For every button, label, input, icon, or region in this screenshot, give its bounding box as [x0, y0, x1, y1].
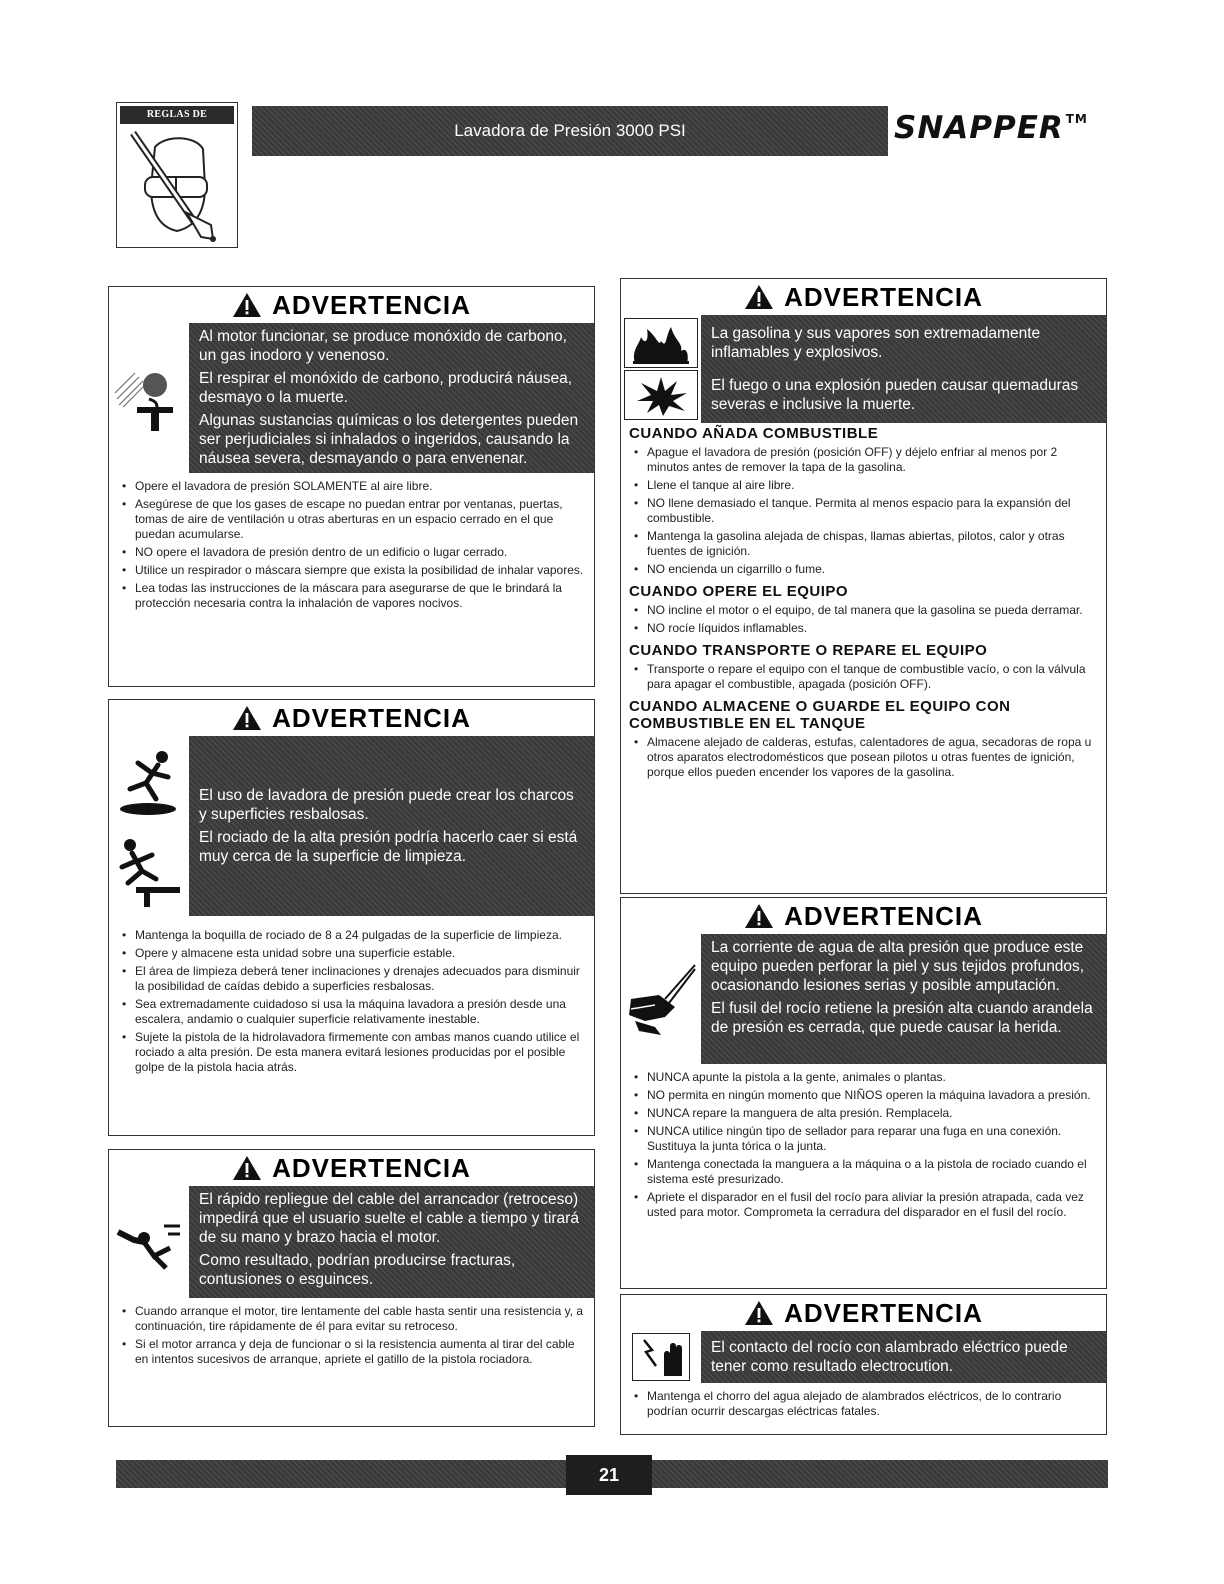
warning-triangle-icon [744, 1300, 774, 1326]
warning-panel-high-pressure-injection [620, 897, 1107, 1289]
list-item: • NUNCA repare la manguera de alta presión. Remplacela. [631, 1106, 1098, 1121]
safety-list [109, 1298, 594, 1374]
warning-panel-electric-shock [620, 1294, 1107, 1435]
document-title: Lavadora de Presión 3000 PSI [454, 121, 686, 140]
list-item: • Cuando arranque el motor, tire lentamente del cable hasta sentir una resistencia y, a continuación, tire rápidamente de él para evitar su retroceso. [119, 1304, 586, 1334]
list-item: • NO rocíe líquidos inflamables. [631, 621, 1098, 636]
list-item: • Mantenga la gasolina alejada de chispas, llamas abiertas, pilotos, calor y otras fuentes de ignición. [631, 529, 1098, 559]
fire-icon [629, 321, 693, 365]
list-item: • Si el motor arranca y deja de funcionar o si la resistencia aumenta al tirar del cable en intentos sucesivos de arranque, apriete el gatillo de la pistola rociadora. [119, 1337, 586, 1367]
toxic-fumes-icon [113, 363, 185, 433]
section-heading: CUANDO AÑADA COMBUSTIBLE [629, 425, 879, 442]
list-item: • Mantenga la boquilla de rociado de 8 a 24 pulgadas de la superficie de limpieza. [119, 928, 586, 943]
heading-text: ADVERTENCIA [784, 900, 983, 931]
safety-list [109, 922, 594, 1082]
list-item: • Utilice un respirador o máscara siempre que exista la posibilidad de inhalar vapores. [119, 563, 586, 578]
warning-messages [701, 315, 1106, 423]
warning-triangle-icon [744, 903, 774, 929]
warning-triangle-icon [232, 705, 262, 731]
heading-text: ADVERTENCIA [272, 289, 471, 320]
safety-list [621, 732, 1106, 784]
list-item: • NO encienda un cigarrillo o fume. [631, 562, 1098, 577]
badge-label: REGLAS DE SEGURIDAD [120, 106, 234, 124]
safety-list [621, 1383, 1106, 1426]
warning-panel-starter-recoil [108, 1149, 595, 1427]
heading-text: ADVERTENCIA [784, 281, 983, 312]
warning-band [621, 1331, 1106, 1383]
safety-list [109, 473, 594, 618]
list-item: • Apague el lavadora de presión (posición OFF) y déjelo enfriar al menos por 2 minutos antes de remover la tapa de la gasolina. [631, 445, 1098, 475]
warning-band [621, 315, 1106, 423]
panel-heading [621, 898, 1106, 934]
trademark: TM [1065, 112, 1088, 126]
warning-panel-slippery-surfaces [108, 699, 595, 1136]
warning-messages [189, 323, 594, 473]
warning-text: El respirar el monóxido de carbono, producirá náusea, desmayo o la muerte. [199, 370, 573, 406]
electric-shock-icon [636, 1336, 686, 1378]
warning-band [621, 934, 1106, 1064]
list-item: • NUNCA apunte la pistola a la gente, animales o plantas. [631, 1070, 1098, 1085]
list-item: • Asegúrese de que los gases de escape no puedan entrar por ventanas, puertas, tomas de aire de ventilación u otras aberturas en un espacio cerrado en el que puedan acumularse. [119, 497, 586, 542]
warning-text: El contacto del rocío con alambrado eléctrico puede tener como resultado electrocution. [711, 1339, 1068, 1375]
warning-text: El uso de lavadora de presión puede crear los charcos y superficies resbalosas. [199, 787, 574, 823]
fall-from-height-icon [116, 833, 182, 909]
warning-text: El rociado de la alta presión podría hacerlo caer si está muy cerca de la superficie de limpieza. [199, 829, 578, 865]
panel-heading [109, 287, 594, 323]
panel-heading [109, 1150, 594, 1186]
warning-triangle-icon [232, 1155, 262, 1181]
list-item: • Transporte o repare el equipo con el tanque de combustible vacío, o con la válvula para apagar el combustible, apagada (posición OFF). [631, 662, 1098, 692]
list-item: • Mantenga conectada la manguera a la máquina o a la pistola de rociado cuando el sistema esté presurizado. [631, 1157, 1098, 1187]
list-item: • Lea todas las instrucciones de la máscara para asegurarse de que le brindará la protección necesaria contra la inhalación de vapores nocivos. [119, 581, 586, 611]
list-item: • NO permita en ningún momento que NIÑOS operen la máquina lavadora a presión. [631, 1088, 1098, 1103]
warning-text: Algunas sustancias químicas o los detergentes pueden ser perjudiciales si inhalados o ingeridos, causando la náusea severa, desmayando o para envenenar. [199, 412, 579, 467]
warning-text: Como resultado, podrían producirse fracturas, contusiones o esguinces. [199, 1252, 516, 1288]
warning-text: El fuego o una explosión pueden causar quemaduras severas e inclusive la muerte. [711, 377, 1079, 413]
safety-goggles-icon [125, 127, 229, 245]
warning-band [109, 1186, 594, 1298]
heading-text: ADVERTENCIA [272, 702, 471, 733]
warning-messages [189, 736, 594, 916]
warning-text: Al motor funcionar, se produce monóxido de carbono, un gas inodoro y venenoso. [199, 328, 567, 364]
list-item: • Sea extremadamente cuidadoso si usa la máquina lavadora a presión desde una escalera, andamio o cualquier superficie relativamente inestable. [119, 997, 586, 1027]
warning-band [109, 323, 594, 473]
skin-injection-icon [625, 959, 697, 1039]
warning-panel-carbon-monoxide [108, 286, 595, 687]
safety-list [621, 442, 1106, 581]
explosion-icon-box [624, 370, 698, 420]
list-item: • Opere y almacene esta unidad sobre una superficie estable. [119, 946, 586, 961]
warning-messages [189, 1186, 594, 1298]
warning-panel-fuel [620, 278, 1107, 894]
heading-text: ADVERTENCIA [272, 1152, 471, 1183]
page-number: 21 [566, 1455, 652, 1495]
list-item: • NO opere el lavadora de presión dentro de un edificio o lugar cerrado. [119, 545, 586, 560]
list-item: • Opere el lavadora de presión SOLAMENTE al aire libre. [119, 479, 586, 494]
list-item: • NUNCA utilice ningún tipo de sellador para reparar una fuga en una conexión. Sustituya la junta tórica o la junta. [631, 1124, 1098, 1154]
warning-text: El fusil del rocío retiene la presión alta cuando arandela de presión es cerrada, que puede causar la herida. [711, 1000, 1093, 1036]
panel-heading [109, 700, 594, 736]
warning-messages [701, 1331, 1106, 1383]
list-item: • Sujete la pistola de la hidrolavadora firmemente con ambas manos cuando utilice el rociado a alta presión. De esta manera evitará lesiones producidas por el posible golpe de la pistola hacia atrás. [119, 1030, 586, 1075]
list-item: • Mantenga el chorro del agua alejado de alambrados eléctricos, de lo contrario podrían ocurrir descargas eléctricas fatales. [631, 1389, 1098, 1419]
warning-triangle-icon [232, 292, 262, 318]
section-heading: CUANDO TRANSPORTE O REPARE EL EQUIPO [629, 642, 988, 659]
safety-list [621, 659, 1106, 696]
warning-text: El rápido repliegue del cable del arrancador (retroceso) impedirá que el usuario suelte el cable a tiempo y tirará de su mano y brazo hacia el motor. [199, 1191, 579, 1246]
electric-shock-icon-box [632, 1333, 690, 1381]
list-item: • El área de limpieza deberá tener inclinaciones y drenajes adecuados para disminuir la posibilidad de caídas debido a superficies resbalosas. [119, 964, 586, 994]
warning-text: La gasolina y sus vapores son extremadamente inflamables y explosivos. [711, 325, 1041, 361]
warning-band [109, 736, 594, 916]
warning-text: La corriente de agua de alta presión que produce este equipo pueden perforar la piel y sus tejidos profundos, ocasionando lesiones serias y posible amputación. [711, 939, 1085, 994]
recoil-pull-icon [114, 1212, 184, 1272]
document-title-bar [252, 106, 888, 156]
list-item: • Almacene alejado de calderas, estufas, calentadores de agua, secadoras de ropa u otros aparatos electrodomésticos que posean pilotos u otras fuentes de ignición, porque ellos pueden encender los vapores de la gasolina. [631, 735, 1098, 780]
heading-text: ADVERTENCIA [784, 1297, 983, 1328]
warning-messages [701, 934, 1106, 1064]
safety-list [621, 600, 1106, 640]
list-item: • Apriete el disparador en el fusil del rocío para aliviar la presión atrapada, cada vez usted para motor. Comprometa la cerradura del disparador en el fusil del rocío. [631, 1190, 1098, 1220]
panel-heading [621, 1295, 1106, 1331]
section-heading: CUANDO OPERE EL EQUIPO [629, 583, 849, 600]
warning-triangle-icon [744, 284, 774, 310]
panel-heading [621, 279, 1106, 315]
fire-icon-box [624, 318, 698, 368]
list-item: • NO llene demasiado el tanque. Permita al menos espacio para la expansión del combustible. [631, 496, 1098, 526]
section-heading: CUANDO ALMACENE O GUARDE EL EQUIPO CON COMBUSTIBLE EN EL TANQUE [629, 698, 1011, 732]
list-item: • NO incline el motor o el equipo, de tal manera que la gasolina se pueda derramar. [631, 603, 1098, 618]
brand-logo [894, 108, 1100, 148]
slip-fall-icon [116, 743, 182, 819]
safety-list [621, 1064, 1106, 1227]
safety-rules-badge [116, 102, 238, 248]
brand-name: SNAPPER [894, 110, 1064, 146]
explosion-icon [629, 373, 693, 417]
list-item: • Llene el tanque al aire libre. [631, 478, 1098, 493]
